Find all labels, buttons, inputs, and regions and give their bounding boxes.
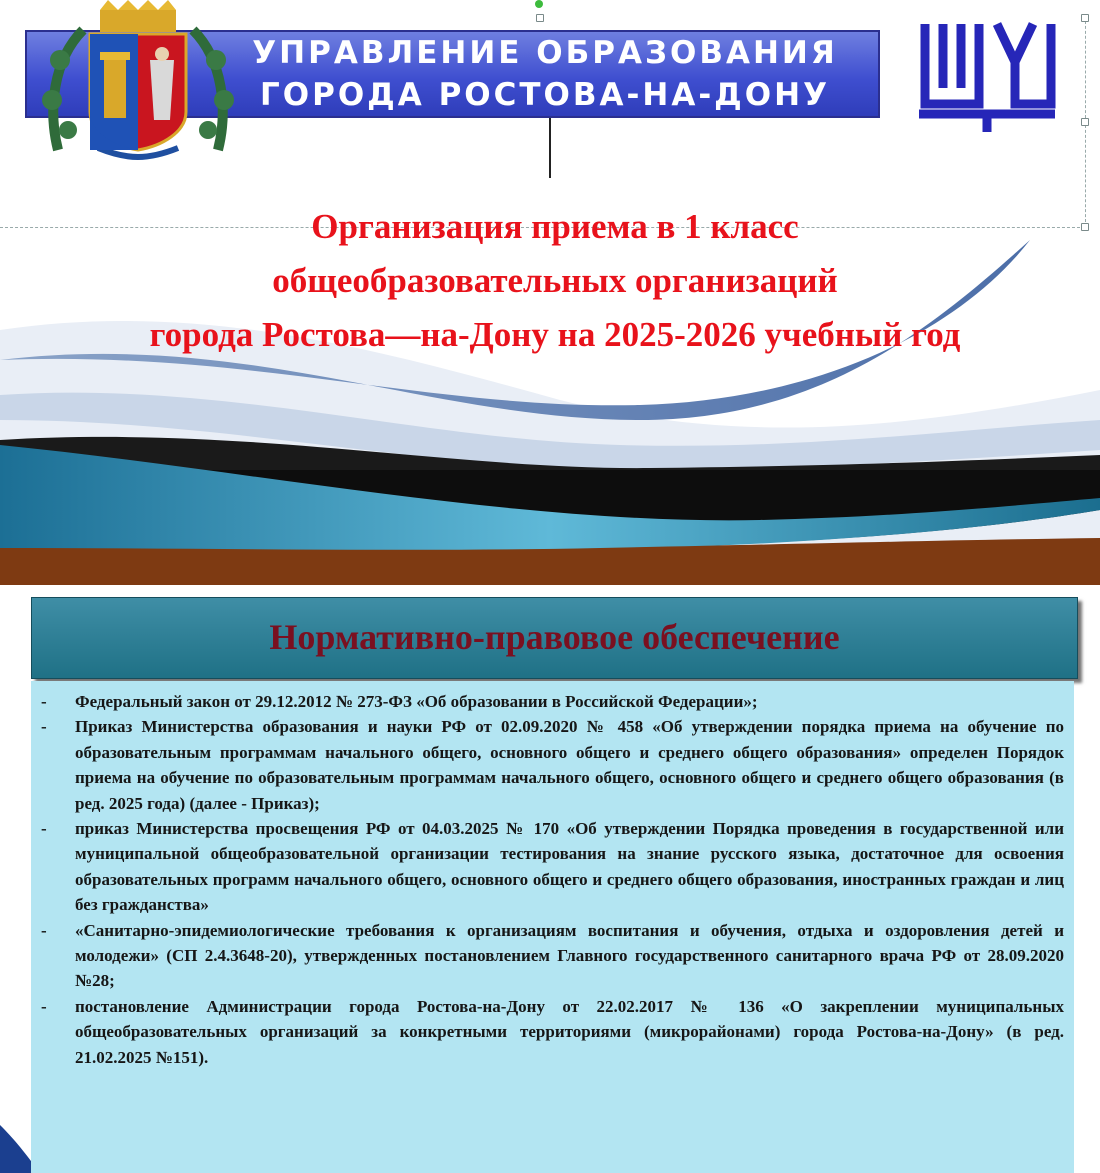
list-item: [31, 816, 1064, 918]
bullet-marker: -: [41, 819, 47, 839]
list-item-text: «Санитарно-эпидемиологические требования к организациям воспитания и обучения, отдыха и оздоровления детей и молодежи» (СП 2.4.3648-20), утвержденных постановлением Главного государственного санитарного врача РФ от 28.09.2020 №28;: [75, 920, 1064, 991]
slide-title: Организация приема в 1 класс общеобразовательных организаций города Ростова—на-Дону на 2025-2026 учебный год: [149, 207, 961, 354]
list-item: [31, 714, 1064, 816]
bullet-marker: -: [41, 920, 47, 940]
bullet-marker: -: [41, 692, 47, 711]
bullet-marker: -: [41, 996, 47, 1016]
bullet-marker: -: [41, 717, 47, 737]
section-header: [31, 597, 1078, 679]
section-title: Нормативно-правовое обеспечение: [269, 617, 840, 657]
coat-of-arms-icon: [38, 0, 238, 160]
connector-line: [549, 118, 551, 178]
list-item-text: постановление Администрации города Ростова-на-Дону от 22.02.2017 № 136 «О закреплении муниципальных общеобразовательных организаций за конкретными территориями (микрорайонами) города Ростова-на-Дону» (в ред. 21.02.2025 №151).: [75, 996, 1064, 1067]
regulations-list: [31, 681, 1074, 1173]
list-item: [31, 689, 1064, 714]
list-item-text: приказ Министерства просвещения РФ от 04.03.2025 № 170 «Об утверждении Порядка проведения в государственной или муниципальной общеобразовательной организации тестирования на знание русского языка, достаточное для освоения образовательных программ начального общего, основного общего и среднего общего образования, иностранных граждан и лиц без гражданства»: [75, 819, 1064, 915]
list-item: [31, 994, 1064, 1070]
header-title: УПРАВЛЕНИЕ ОБРАЗОВАНИЯ ГОРОДА РОСТОВА-НА-ДОНУ: [252, 35, 838, 113]
resize-handle[interactable]: [1081, 118, 1089, 126]
title-slide: [0, 0, 1100, 585]
resize-handle[interactable]: [536, 14, 544, 22]
logo-panel: [897, 2, 1077, 147]
rotate-handle[interactable]: [535, 0, 543, 8]
list-item-text: Приказ Министерства образования и науки РФ от 02.09.2020 № 458 «Об утверждении порядка приема на обучение по образовательным программам начального общего, основного общего и среднего общего образования» определен Порядок приема на обучение по образовательным программам начального общего, основного общего и среднего общего образования (в ред. 2025 года) (далее - Приказ);: [75, 717, 1064, 813]
list-item: [31, 918, 1064, 994]
list-item-text: Федеральный закон от 29.12.2012 № 273-ФЗ «Об образовании в Российской Федерации»;: [75, 692, 758, 711]
legal-basis-slide: [0, 585, 1100, 1173]
resize-handle[interactable]: [1081, 14, 1089, 22]
education-logo-icon: [897, 2, 1077, 147]
